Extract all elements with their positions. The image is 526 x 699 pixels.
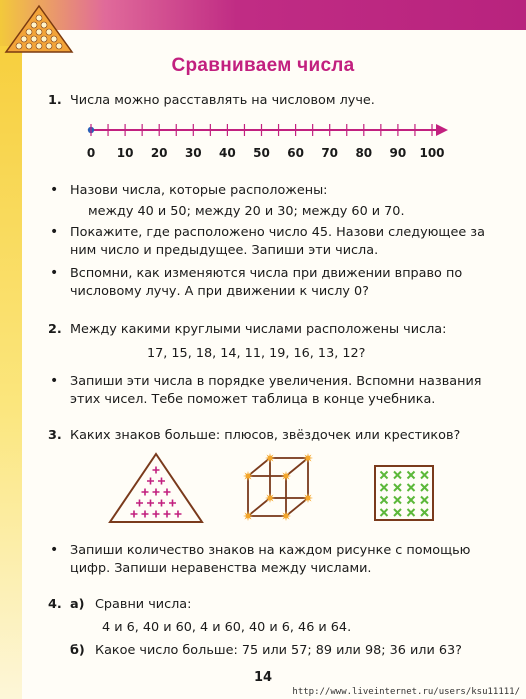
star-sign	[265, 493, 275, 503]
cross-sign	[421, 497, 428, 504]
cross-sign	[408, 509, 415, 516]
star-cube-figure	[240, 450, 330, 530]
number-line-tick-label: 20	[150, 146, 168, 160]
bullet-dot: •	[50, 542, 59, 558]
bullet-dot: •	[50, 373, 59, 389]
cross-sign	[421, 484, 428, 491]
number-line-tick-label: 70	[321, 146, 339, 160]
task4-a-text: Сравни числа:	[95, 597, 192, 612]
cross-square-figure	[373, 464, 437, 524]
number-line-tick-label: 40	[219, 146, 236, 160]
task1-bullet1-line2: между 40 и 50; между 20 и 30; между 60 и 70.	[88, 204, 405, 219]
star-sign	[281, 471, 291, 481]
star-sign	[243, 511, 253, 521]
number-line-tick-label: 100	[419, 146, 445, 160]
task3-text: Каких знаков больше: плюсов, звёздочек или крестиков?	[70, 428, 461, 443]
cross-sign	[408, 484, 415, 491]
plus-triangle-figure	[98, 448, 218, 528]
plus-sign	[158, 500, 165, 507]
plus-sign	[175, 511, 182, 518]
task4-a-label: а)	[70, 597, 85, 612]
plus-sign	[158, 478, 165, 485]
plus-sign	[164, 511, 171, 518]
number-line-tick-label: 10	[116, 146, 134, 160]
cross-sign	[381, 484, 388, 491]
cross-sign	[408, 472, 415, 479]
task3-bullet-line1: Запиши количество знаков на каждом рисунке с помощью	[70, 543, 471, 558]
cross-sign	[394, 509, 401, 516]
number-line-tick-label: 0	[86, 146, 96, 160]
task2-text: Между какими круглыми числами расположены числа:	[70, 322, 447, 337]
task2-number: 2.	[48, 322, 62, 337]
cross-sign	[381, 472, 388, 479]
footer-url: http://www.liveinternet.ru/users/ksu11111/	[292, 687, 520, 697]
number-line-tick-label: 30	[184, 146, 202, 160]
task1-bullet2-line1: Покажите, где расположено число 45. Назови следующее за	[70, 225, 485, 240]
star-sign	[281, 511, 291, 521]
star-sign	[303, 493, 313, 503]
page-number: 14	[253, 670, 273, 685]
number-line-tick-label: 60	[287, 146, 304, 160]
task1-text: Числа можно расставлять на числовом луче.	[70, 93, 375, 108]
cross-sign	[421, 472, 428, 479]
plus-sign	[142, 511, 149, 518]
number-line-tick-label: 90	[389, 146, 407, 160]
star-sign	[303, 453, 313, 463]
task3-bullet-line2: цифр. Запиши неравенства между числами.	[70, 561, 372, 576]
task2-bullet-line1: Запиши эти числа в порядке увеличения. Вспомни названия	[70, 374, 482, 389]
page-title: Сравниваем числа	[171, 55, 355, 76]
task1-number: 1.	[48, 93, 62, 108]
plus-sign	[169, 500, 176, 507]
plus-sign	[153, 511, 160, 518]
task3-number: 3.	[48, 428, 62, 443]
plus-sign	[142, 489, 149, 496]
number-line	[0, 0, 526, 160]
task4-a-pairs: 4 и 6, 40 и 60, 4 и 60, 40 и 6, 46 и 64.	[102, 620, 352, 635]
task2-numbers: 17, 15, 18, 14, 11, 19, 16, 13, 12?	[147, 346, 366, 361]
task1-bullet2-line2: ним число и предыдущее. Запиши эти числа.	[70, 243, 379, 258]
plus-sign	[153, 467, 160, 474]
plus-sign	[164, 489, 171, 496]
cross-sign	[381, 497, 388, 504]
task4-b-label: б)	[70, 643, 85, 658]
number-line-tick-label: 50	[253, 146, 270, 160]
task1-bullet1-line1: Назови числа, которые расположены:	[70, 183, 328, 198]
cross-sign	[421, 509, 428, 516]
task2-bullet-line2: этих чисел. Тебе поможет таблица в конце учебника.	[70, 392, 436, 407]
plus-sign	[147, 478, 154, 485]
cross-sign	[394, 484, 401, 491]
number-line-tick-label: 80	[355, 146, 373, 160]
plus-sign	[136, 500, 143, 507]
plus-sign	[153, 489, 160, 496]
task1-bullet3-line1: Вспомни, как изменяются числа при движении вправо по	[70, 266, 463, 281]
bullet-dot: •	[50, 224, 59, 240]
cross-sign	[394, 497, 401, 504]
task1-bullet3-line2: числовому лучу. А при движении к числу 0?	[70, 284, 369, 299]
bullet-dot: •	[50, 265, 59, 281]
plus-sign	[131, 511, 138, 518]
plus-sign	[147, 500, 154, 507]
cross-sign	[381, 509, 388, 516]
cross-sign	[408, 497, 415, 504]
star-sign	[243, 471, 253, 481]
cross-sign	[394, 472, 401, 479]
task4-b-text: Какое число больше: 75 или 57; 89 или 98; 36 или 63?	[95, 643, 462, 658]
bullet-dot: •	[50, 182, 59, 198]
task4-number: 4.	[48, 597, 62, 612]
star-sign	[265, 453, 275, 463]
